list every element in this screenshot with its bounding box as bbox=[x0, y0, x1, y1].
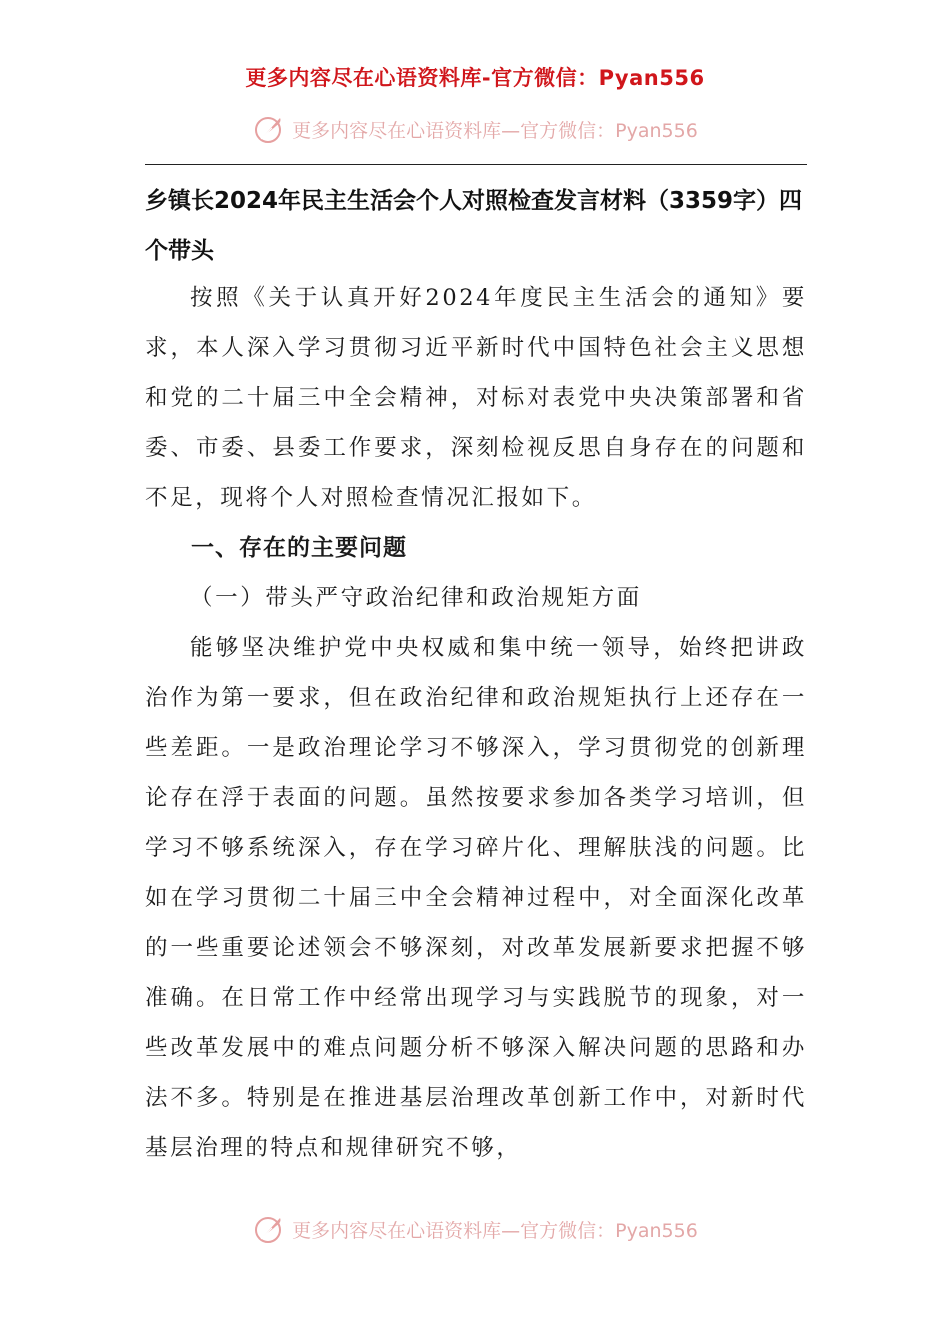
watermark-bottom bbox=[0, 1212, 950, 1246]
quill-logo-icon bbox=[252, 1212, 286, 1246]
document-title: 乡镇长2024年民主生活会个人对照检查发言材料（3359字）四个带头 bbox=[145, 188, 803, 264]
document-body bbox=[145, 273, 807, 1173]
watermark-top bbox=[0, 112, 950, 146]
top-banner: 更多内容尽在心语资料库-官方微信：Pyan556 bbox=[245, 66, 705, 90]
watermark-text: 更多内容尽在心语资料库—官方微信：Pyan556 bbox=[292, 119, 698, 142]
quill-logo-icon bbox=[252, 112, 286, 146]
intro-paragraph: 按照《关于认真开好2024年度民主生活会的通知》要求，本人深入学习贯彻习近平新时代中国特色社会主义思想和党的二十届三中全会精神，对标对表党中央决策部署和省委、市委、县委工作要求，深刻检视反思自身存在的问题和不足，现将个人对照检查情况汇报如下。 bbox=[145, 285, 807, 511]
subsection-heading: （一）带头严守政治纪律和政治规矩方面 bbox=[190, 585, 642, 611]
section-heading: 一、存在的主要问题 bbox=[191, 535, 407, 561]
header-divider bbox=[145, 164, 807, 165]
watermark-text: 更多内容尽在心语资料库—官方微信：Pyan556 bbox=[292, 1219, 698, 1242]
body-paragraph: 能够坚决维护党中央权威和集中统一领导，始终把讲政治作为第一要求，但在政治纪律和政治规矩执行上还存在一些差距。一是政治理论学习不够深入，学习贯彻党的创新理论存在浮于表面的问题。虽然按要求参加各类学习培训，但学习不够系统深入，存在学习碎片化、理解肤浅的问题。比如在学习贯彻二十届三中全会精神过程中，对全面深化改革的一些重要论述领会不够深刻，对改革发展新要求把握不够准确。在日常工作中经常出现学习与实践脱节的现象，对一些改革发展中的难点问题分析不够深入解决问题的思路和办法不多。特别是在推进基层治理改革创新工作中，对新时代基层治理的特点和规律研究不够， bbox=[145, 635, 807, 1161]
